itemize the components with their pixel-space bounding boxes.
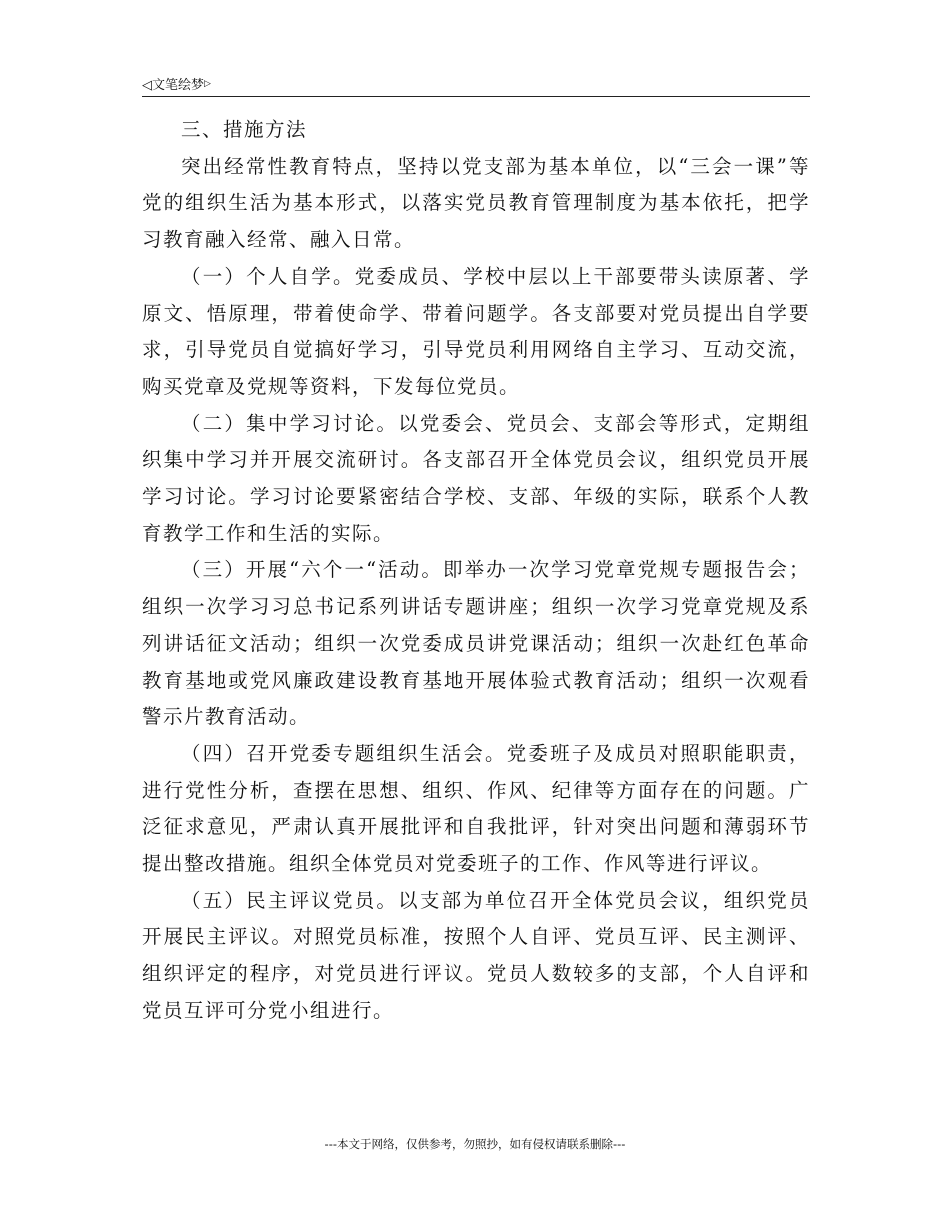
section-title: 三、措施方法	[181, 118, 308, 141]
page-footer: ---本文于网络，仅供参考，勿照抄，如有侵权请联系删除---	[324, 1137, 626, 1151]
document-body	[142, 112, 810, 1030]
paragraph-intro: 突出经常性教育特点，坚持以党支部为基本单位，以“三会一课”等党的组织生活为基本形式，以落实党员教育管理制度为基本依托，把学习教育融入经常、融入日常。	[142, 154, 810, 252]
brand-text: 文笔绘梦	[152, 78, 205, 93]
header-brand	[142, 74, 211, 96]
right-triangle-icon: ▷	[204, 79, 211, 89]
paragraph-six-activities: （三）开展“六个一“活动。即举办一次学习党章党规专题报告会；组织一次学习习总书记系列讲话专题讲座；组织一次学习党章党规及系列讲话征文活动；组织一次党委成员讲党课活动；组织一次赴红色革命教育基地或党风廉政建设教育基地开展体验式教育活动；组织一次观看警示片教育活动。	[142, 558, 810, 729]
page-header	[142, 74, 810, 97]
left-triangle-icon: ◁	[142, 78, 152, 93]
paragraph-group-study: （二）集中学习讨论。以党委会、党员会、支部会等形式，定期组织集中学习并开展交流研讨。各支部召开全体党员会议，组织党员开展学习讨论。学习讨论要紧密结合学校、支部、年级的实际，联系个人教育教学工作和生活的实际。	[142, 411, 810, 545]
paragraph-life-meeting: （四）召开党委专题组织生活会。党委班子及成员对照职能职责，进行党性分析，查摆在思想、组织、作风、纪律等方面存在的问题。广泛征求意见，严肃认真开展批评和自我批评，针对突出问题和薄弱环节提出整改措施。组织全体党员对党委班子的工作、作风等进行评议。	[142, 741, 810, 876]
paragraph-member-review: （五）民主评议党员。以支部为单位召开全体党员会议，组织党员开展民主评议。对照党员标准，按照个人自评、党员互评、民主测评、组织评定的程序，对党员进行评议。党员人数较多的支部，个人自评和党员互评可分党小组进行。	[142, 888, 810, 1022]
paragraph-self-study: （一）个人自学。党委成员、学校中层以上干部要带头读原著、学原文、悟原理，带着使命学、带着问题学。各支部要对党员提出自学要求，引导党员自觉搞好学习，引导党员利用网络自主学习、互动交流，购买党章及党规等资料，下发每位党员。	[142, 264, 810, 398]
